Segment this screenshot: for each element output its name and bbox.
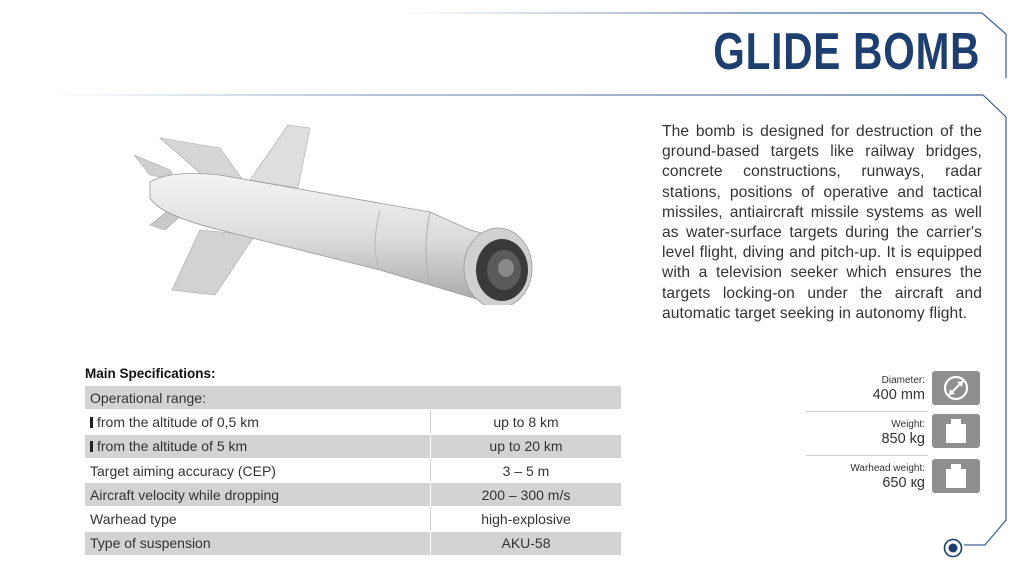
- stat-label: Diameter:: [881, 375, 925, 386]
- spec-label-cell: [85, 410, 431, 434]
- table-row: [85, 531, 621, 555]
- stat-divider: [806, 455, 928, 456]
- page-title: GLIDE BOMB: [713, 23, 980, 81]
- spec-label: Warhead type: [85, 507, 431, 531]
- weight-icon: [932, 414, 980, 448]
- diameter-icon: [932, 371, 980, 405]
- table-row: [85, 410, 621, 434]
- bullet-icon: [90, 417, 93, 428]
- warhead-weight-icon: [932, 459, 980, 493]
- spec-label: Operational range:: [85, 386, 621, 410]
- spec-value: AKU-58: [431, 531, 622, 555]
- glide-bomb-image: [130, 120, 540, 305]
- stat-value: 400 mm: [872, 387, 925, 403]
- specs-table: [85, 386, 621, 556]
- stat-label: Warhead weight:: [850, 463, 925, 474]
- spec-label: Aircraft velocity while dropping: [85, 483, 431, 507]
- spec-value: 200 – 300 m/s: [431, 483, 622, 507]
- nav-dot-icon[interactable]: [943, 538, 963, 558]
- stat-value: 650 кg: [882, 475, 925, 491]
- table-row: [85, 434, 621, 458]
- spec-label: from the altitude of 5 km: [97, 438, 248, 455]
- spec-value: 3 – 5 m: [431, 458, 622, 482]
- bullet-icon: [90, 441, 93, 452]
- stat-divider: [806, 411, 928, 412]
- table-row: [85, 483, 621, 507]
- spec-label: Target aiming accuracy (CEP): [85, 458, 431, 482]
- stat-warhead-weight: [850, 463, 925, 491]
- spec-value: up to 20 km: [431, 434, 622, 458]
- table-row: [85, 507, 621, 531]
- table-row: [85, 458, 621, 482]
- stat-label: Weight:: [891, 419, 925, 430]
- spec-value: up to 8 km: [431, 410, 622, 434]
- description: The bomb is designed for destruction of the ground-based targets like railway bridges, concrete constructions, runways, radar stations, positions of operative and tactical missiles, antiaircraft missile systems as well as water-surface targets during the carrier's level flight, diving and pitch-up. It is equipped with a television seeker which ensures the targets locking-on under the aircraft and automatic target seeking in autonomy flight.: [662, 123, 982, 322]
- stat-value: 850 kg: [881, 431, 925, 447]
- spec-value: high-explosive: [431, 507, 622, 531]
- specs-heading: Main Specifications:: [85, 366, 216, 381]
- spec-label: Type of suspension: [85, 531, 431, 555]
- stat-diameter: [873, 375, 925, 403]
- table-row: [85, 386, 621, 410]
- stat-weight: [881, 419, 925, 447]
- spec-label-cell: [85, 434, 431, 458]
- spec-label: from the altitude of 0,5 km: [97, 413, 259, 430]
